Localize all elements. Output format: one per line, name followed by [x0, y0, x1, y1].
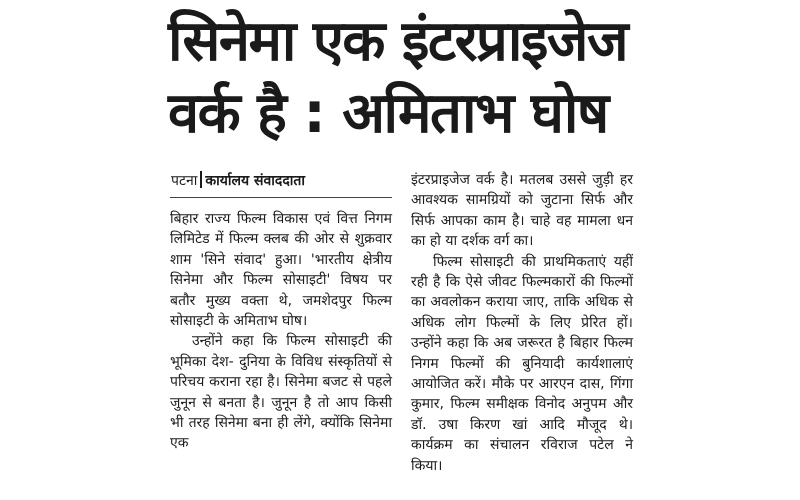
dateline [171, 171, 305, 191]
article-column-left [170, 209, 392, 454]
right-paragraph-2: फिल्म सोसाइटी की प्राथमिकताएं यहीं रही है कि ऐसे जीवट फिल्मकारों की फिल्मों का अवलोकन कराया जाए, ताकि अधिक से अधिक लोग फिल्मों के लिए प्रेरित हों। उन्होंने कहा कि अब जरूरत है बिहार फिल्म निगम फिल्मों की बुनियादी कार्यशालाएं आयोजित करें। मौके पर आरएन दास, गिंगा कुमार, फिल्म समीक्षक विनोद अनुपम और डॉ. उषा किरण खां आदि मौजूद थे। कार्यक्रम का संचालन रविराज पटेल ने किया। [411, 253, 633, 474]
dateline-place: पटना [171, 173, 198, 189]
headline-line-2: वर्क है : अमिताभ घोष [168, 81, 608, 146]
headline-line-1: सिनेमा एक इंटरप्राइजेज [168, 9, 627, 74]
article-column-right [411, 170, 633, 476]
dateline-separator [200, 171, 202, 188]
headline [168, 6, 638, 150]
right-paragraph-1: इंटरप्राइजेज वर्क है। मतलब उससे जुड़ी हर आवश्यक सामग्रियों को जुटाना सिर्फ और सिर्फ आपका काम है। चाहे वह मामला धन का हो या दर्शक वर्ग का। [411, 172, 633, 250]
byline-divider [170, 197, 392, 198]
left-paragraph-2: उन्होंने कहा कि फिल्म सोसाइटी की भूमिका देश- दुनिया के विविध संस्कृतियों से परिचय कराना रहा है। सिनेमा बजट से पहले जुनून से बनता है। जुनून है तो आप किसी भी तरह सिनेमा बना ही लेंगे, क्योंकि सिनेमा एक [170, 333, 392, 452]
dateline-author: कार्यालय संवाददाता [205, 173, 305, 189]
left-paragraph-1: बिहार राज्य फिल्म विकास एवं वित्त निगम लिमिटेड में फिल्म क्लब की ओर से शुक्रवार शाम 'सिने संवाद' हुआ। 'भारतीय क्षेत्रीय सिनेमा और फिल्म सोसाइटी' विषय पर बतौर मुख्य वक्ता थे, जमशेदपुर फिल्म सोसाइटी के अमिताभ घोष। [170, 211, 392, 330]
